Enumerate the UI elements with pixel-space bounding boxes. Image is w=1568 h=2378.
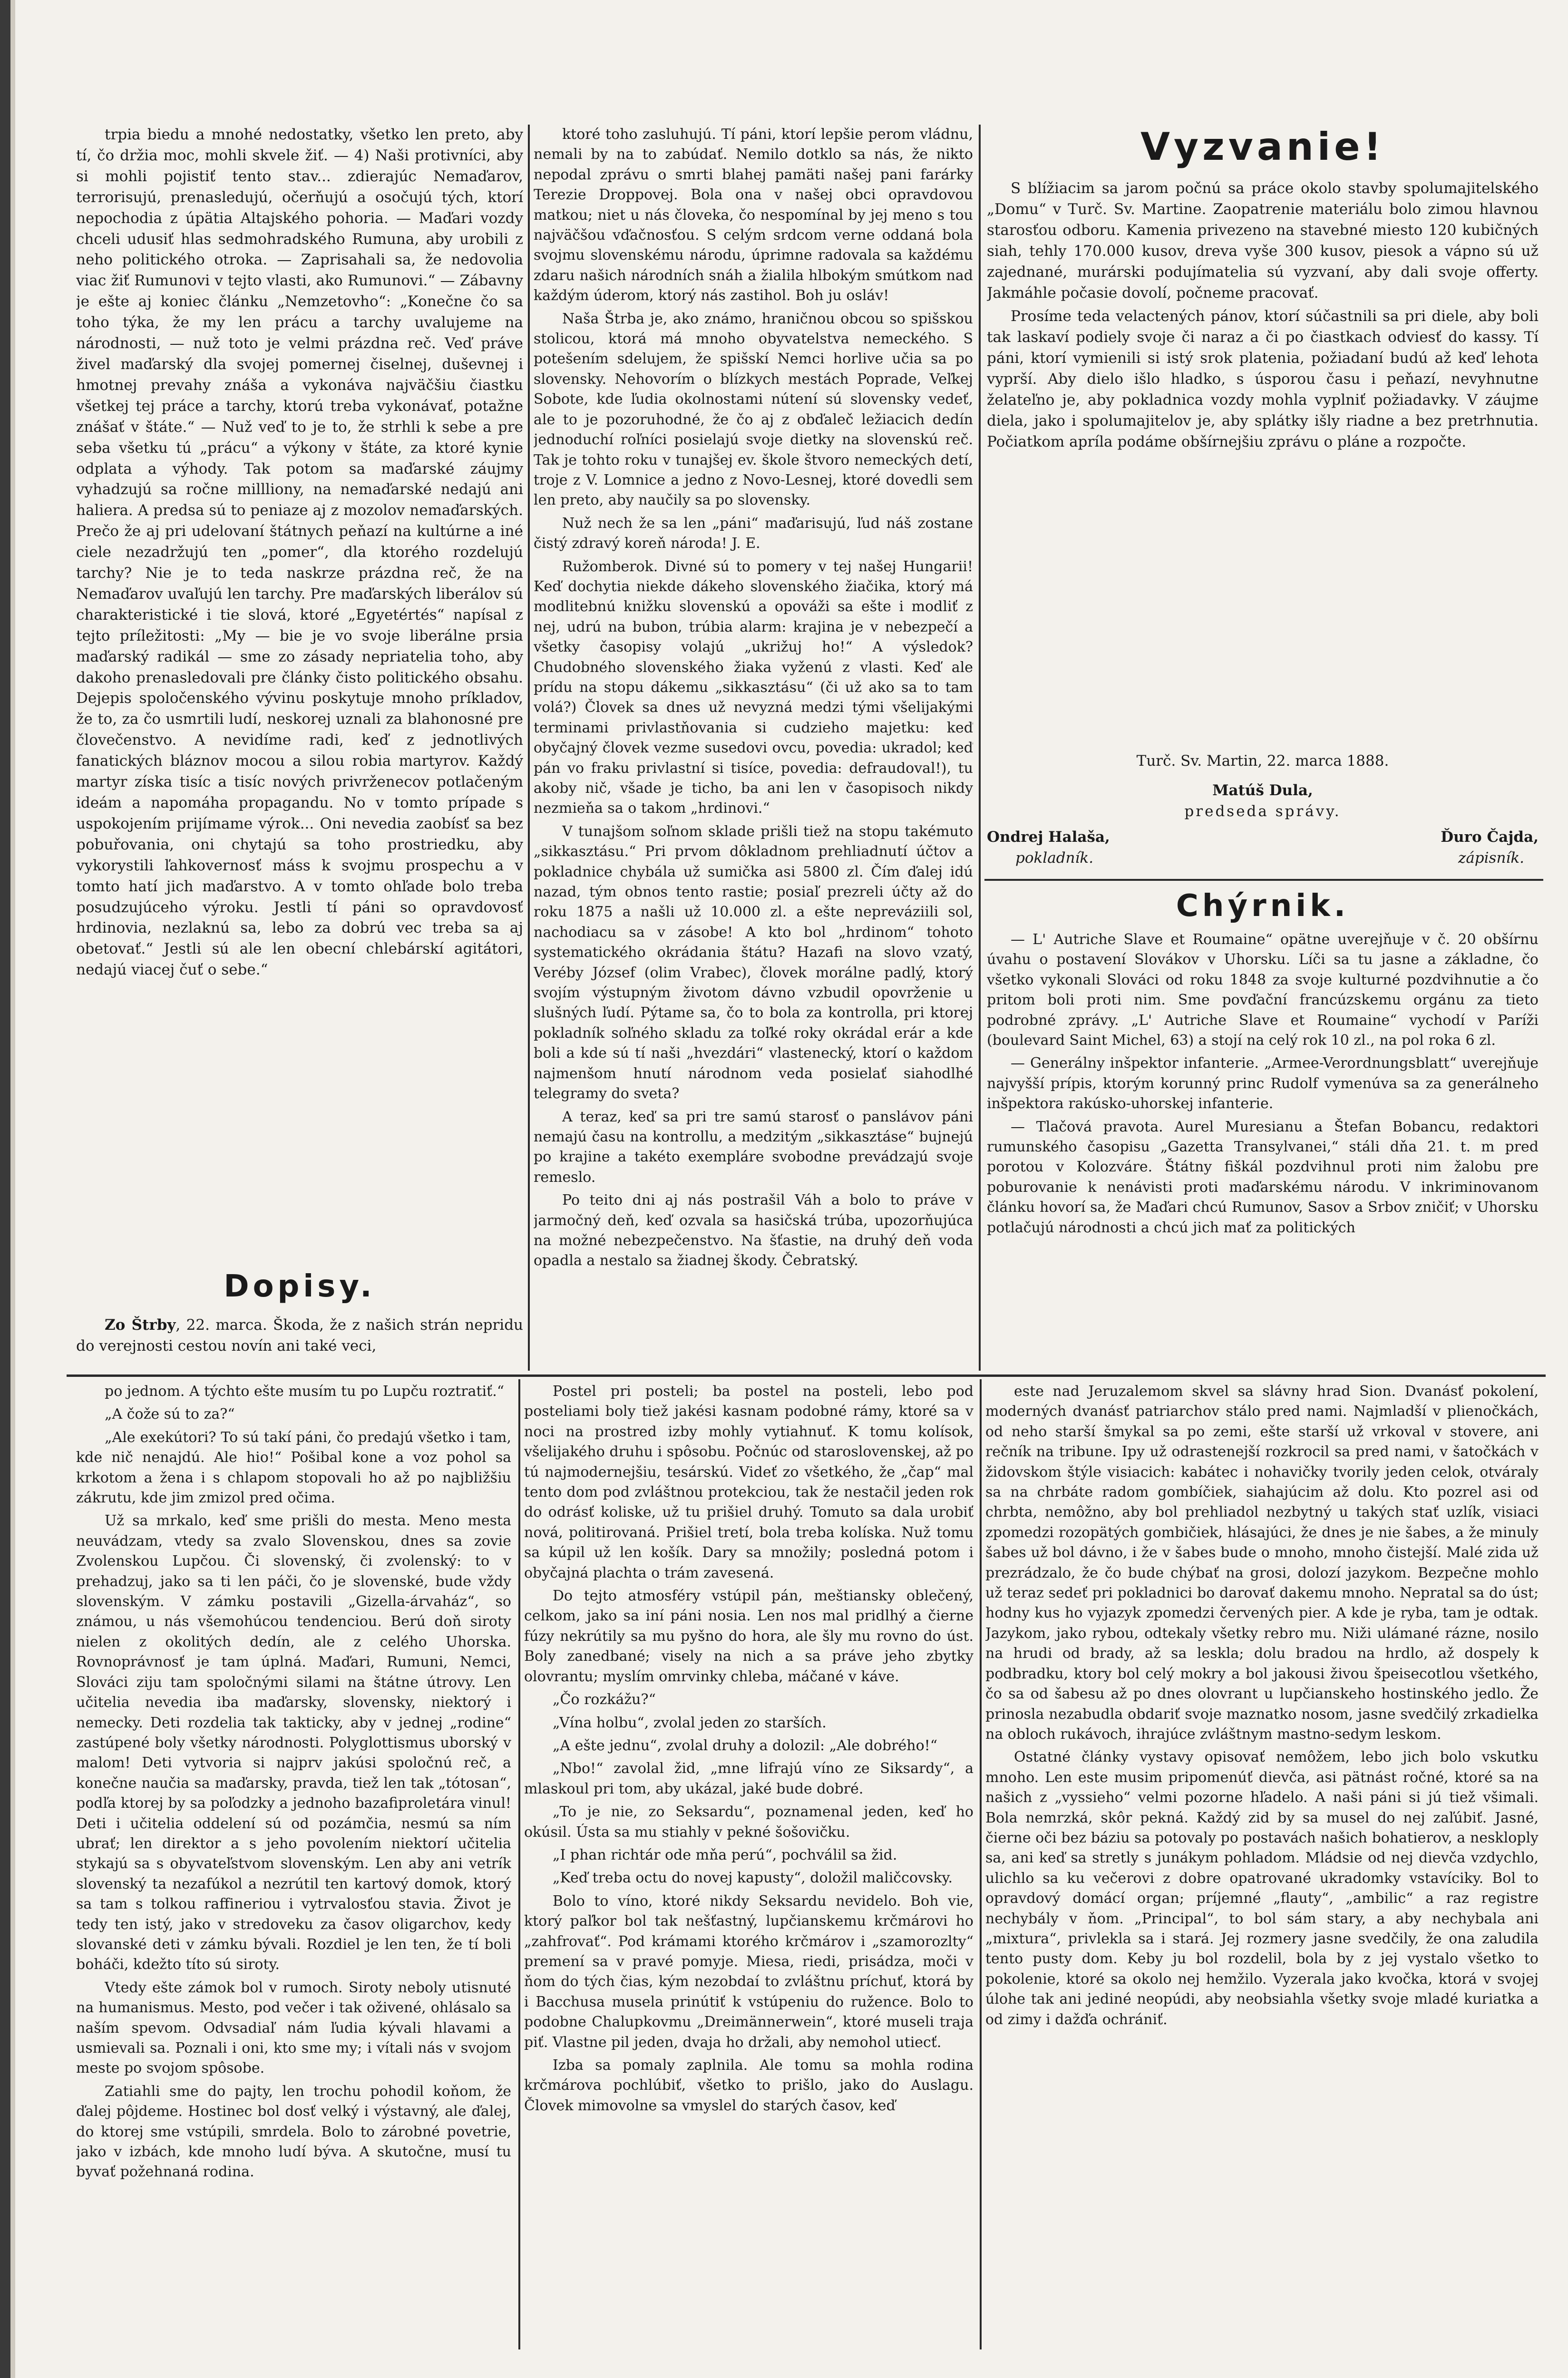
feuilleton-col2-paragraph: „Čo rozkážu?“: [553, 1691, 656, 1708]
col2-top-paragraph: ktoré toho zasluhujú. Tí páni, ktorí lepšie perom vládnu, nemali by na to zabúdať. Nemilo dotklo sa nás, že nikto nepodal zprávu o smrti blahej pamäti našej pani farárky Terezie Droppovej. Bola ona v našej obci opravdovou matkou; niet u nás človeka, čo nespomínal by jej meno s tou najväčšou vďačnosťou. S celým srdcom verne oddaná bola svojmu slovenskému národu, úprimne radovala sa každému zdaru našich národních snáh a žialila hlbokým smútkom nad každým úderom, ktorý nás zastihol. Boh ju osláv!: [534, 126, 973, 304]
feuilleton-col1-paragraph: Už sa mrkalo, keď sme prišli do mesta. Meno mesta neuvádzam, vtedy sa zvalo Slovenskou, dnes sa zovie Zvolenskou Lupčou. Či slovenský, či zvolenský: to v prehadzuj, jako sa ti len páči, čo je slovenské, bude vždy slovenským. V zámku postavili „Gizella-árvaház“, so známou, u nás všemohúcou tendenciou. Berú doň siroty nielen z okolitých dedín, ale z celého Uhorska. Rovnoprávnosť je tam úplná. Maďari, Rumuni, Nemci, Slováci ziju tam spoločnými silami na štátne útrovy. Len učitelia nevedia iba maďarsky, slovensky, niektorý i nemecky. Deti rozdelia tak takticky, aby v jednej „rodine“ zastúpené boly všetky národnosti. Polyglottismus uborský v malom! Deti vytvoria si najprv jakúsi spoločnú reč, a konečne naučia sa maďarsky, pravda, tiež len tak „tótosan“, podľa ktorej by sa poľodzky a jednoho bazafiproletára vinul! Deti i učitelia oddelení sú od pozámčia, nesmú sa ním ubrať; len direktor a s jeho povolením niektorí učitelia stykajú sa s obyvateľstvom slovenským. Len aby ani vetrík slovenský ta nezafúkol a nezrútil ten kartový domok, ktorý sa tam s tolkou raffineriou i vytrvalosťou stavia. Život je tedy ten istý, jako v stredoveku za časov oligarchov, kedy slovanské deti v zámku bývali. Rozdiel je len ten, že tí boli boháči, kdežto títo sú siroty.: [76, 1512, 511, 1973]
vyzvanie-body: [987, 178, 1539, 747]
feuilleton-col2-paragraph: „A ešte jednu“, zvolal druhy a dolozil: „Ale dobrého!“: [553, 1737, 938, 1754]
column-rule-4: [980, 1379, 982, 2349]
dopisy-lead: Zo Štrby, 22. marca. Škoda, že z našich strán nepridu do verejnosti cestou novín ani také veci,: [76, 1316, 523, 1355]
secretary-name: Ďuro Čajda,: [1441, 828, 1539, 846]
secretary-role: zápisník.: [1458, 849, 1524, 867]
feuilleton-column-3: [985, 1382, 1539, 2349]
feuilleton-col2-paragraph: Izba sa pomaly zaplnila. Ale tomu sa mohla rodina krčmárova pochlúbiť, všetko to prišlo, jako do Auslagu. Človek mimovolne sa vmyslel do starých časov, keď: [524, 2057, 974, 2114]
feuilleton-col2-paragraph: Do tejto atmosféry vstúpil pán, meštiansky oblečený, celkom, jako sa iní páni nosia. Len nos mal pridlhý a čierne fúzy nekrútily sa mu pyšno do hora, ale šly mu rovno do úst. Boly zanedbané; visely na nich a sa práve jeho zbytky olovrantu; myslím omrvinky chleba, máčané v káve.: [524, 1588, 974, 1685]
treasurer-name: Ondrej Halaša,: [987, 828, 1110, 846]
dopisy-lead-place: Zo Štrby: [105, 1316, 176, 1334]
feuilleton-col1-paragraph: „A čože sú to za?“: [105, 1406, 235, 1423]
feuilleton-col2-paragraph: Bolo to víno, ktoré nikdy Seksardu nevidelo. Boh vie, ktorý paľkor bol tak nešťastný, lupčianskemu krčmárovi ho „zahfrovať“. Pod krámami ktorého krčmárov i „szamorozlty“ premení sa v pravé pomyje. Miesa, riedi, prisádza, moči v ňom do tých čias, kým nezobdaí to zvláštnu príchuť, ktorá by i Bacchusa musela prinútiť k vstúpeniu do ružence. Bolo to podobne Chalupkovmu „Dreimännerwein“, ktoré museli traja piť. Vlastne pil jeden, dvaja ho držali, aby nemohol utiecť.: [524, 1892, 974, 2051]
col2-top-paragraph: Naša Štrba je, ako známo, hraničnou obcou so spišskou stolicou, ktorá má mnoho obyvatelstva nemeckého. S potešením sdelujem, že spišskí Nemci horlive učia sa po slovensky. Nehovorím o blízkych mestách Poprade, Veľkej Sobote, kde ľudia okolnostami nútení sú slovensky vedeť, ale to je pozoruhodné, že čo aj z obďaleč ležiacich dedín jednoduchí roľníci posielajú svoje dietky na slovenskú reč. Tak je tohto roku v tunajšej ev. škole štvoro nemeckých detí, troje z V. Lomnice a jedno z Novo-Lesnej, ktoré dovedli sem len preto, aby naučily sa po slovensky.: [534, 310, 973, 509]
feuilleton-col2-paragraph: „Vína holbu“, zvolal jeden zo starších.: [553, 1714, 827, 1731]
chyrnik-rule: [984, 879, 1543, 881]
treasurer-role: pokladník.: [1015, 849, 1094, 867]
col1-top-paragraph: trpia biedu a mnohé nedostatky, všetko len preto, aby tí, čo držia moc, mohli skvele žiť. — 4) Naši protivníci, aby si mohli pojistiť tento stav... zdierajúc Nemaďarov, terrorisujú, prenasledujú, očerňujú a osočujú tých, ktorí nepochodia z úpätia Altajského pohoria. — Maďari vozdy chceli udusiť hlas sedmohradského Rumuna, aby urobili z neho politického otroka. — Zaprisahali sa, že nedovolia viac žiť Rumunovi v tejto vlasti, ako Rumunovi.“ — Zábavny je ešte aj koniec článku „Nemzetovho“: „Konečne čo sa toho týka, že my len prácu a tarchy uvalujeme na národnosti, — nuž toto je velmi prázdna reč. Veď práve živel maďarský dla svojej pomernej čiselnej, duševnej i hmotnej prevahy znáša a vykonáva najväčšiu čiastku všetkej tej práce a tarchy, ktorú treba vykonávať, potažne znášať v štáte.“ — Nuž veď to je to, že strhli k sebe a pre seba všetku tú „prácu“ a výkony v štáte, za ktoré kynie odplata a výhody. Tak potom sa maďarské záujmy vyhadzujú sa ročne millliony, na nemaďarské nedajú ani haliera. A predsa sú to peniaze aj z mozolov nemaďarských. Prečo že aj pri udelovaní štátnych peňazí na kultúrne a iné ciele nezadržujú ten „pomer“, dla ktorého rozdelujú tarchy? Nie je to teda naskrze prázdna reč, že na Nemaďarov uvaľujú len tarchy. Pre maďarských liberálov sú charakteristické i tie slová, ktoré „Egyetértés“ napísal z tejto príležitosti: „My — bie je vo svoje liberálne prsia maďarský radikál — sme zo zásady nepriatelia toho, aby dakoho prenasledovali pre články čisto politického obsahu. Dejepis spoločenského vývinu poskytuje mnoho príkladov, že to, za čo usmrtili ludí, neskorej uznali za blahonosné pre človečenstvo. A nevidíme radi, keď z jednotlivých fanatických bláznov mocou a silou robia martyrov. Každý martyr získa tisíc a tisíc nových privrženecov potlačeným ideám a napomáha propagandu. No v tomto prípade s uspokojením prijímame výrok... Oni nevedia zaobísť sa bez pobuřovania, oni chytajú sa toho prostriedku, aby vykorystili ľahkovernosť máss k svojmu prospechu a v tomto hatí jich maďarstvo. A v tomto ohľade bolo treba posudzujúceho výroku. Jestli tí páni so opravdovosť hrdinovia, nezlaknú sa, lebo za dobrú vec treba sa aj obetovať.“ Jestli sú ale len obecní chlebárskí agitátori, nedajú viacej čuť o sebe.“: [76, 126, 523, 979]
chyrnik-paragraph: — L' Autriche Slave et Roumaine“ opätne uverejňuje v č. 20 obšírnu úvahu o postavení Slovákov v Uhorsku. Líči sa tu jasne a základne, čo všetko vykonali Slováci od roku 1848 za svoje kulturné pozdvihnutie a čo pritom boli proti nim. Sme povďační francúzskemu orgánu za tieto podrobné zprávy. „L' Autriche Slave et Roumaine“ vychodí v Paríži (boulevard Saint Michel, 63) a stojí na celý rok 10 zl., na pol roka 6 zl.: [987, 931, 1539, 1049]
feuilleton-col2-paragraph: „To je nie, zo Seksardu“, poznamenal jeden, keď ho okúsil. Ústa sa mu stiahly v pekné šošovičku.: [524, 1803, 974, 1841]
feuilleton-col1-paragraph: po jednom. A týchto ešte musím tu po Lupču roztratiť.“: [105, 1383, 505, 1400]
column-rule-2: [979, 125, 981, 1371]
feuilleton-col2-paragraph: Postel pri posteli; ba postel na posteli, lebo pod posteliami boly tiež jakési kasnam podobné rámy, ktoré sa v noci na prostred izby mohly vytiahnuť. K tomu kolísok, všelijakého druhu i spôsobu. Počnúc od staroslovenskej, až po tú najmodernejšiu, tesárskú. Videť zo všetkého, že „čap“ mal tento dom pod zvláštnou protekciou, tak že nestačil jeden rok do odrásť koliske, už tu prišiel druhý. Tomuto sa dala urobiť nová, politirovaná. Prišiel tretí, bola treba kolíska. Nuž tomu sa kúpil už len košík. Dary sa množily; posledná potom i obyčajná plachta o trám zavesená.: [524, 1383, 974, 1581]
col2-top-paragraph: Ružomberok. Divné sú to pomery v tej našej Hungarii! Keď dochytia niekde dákeho slovenského žiačika, ktorý má modlitebnú knižku slovenskú a opováži sa ešte i modliť z nej, udrú na bubon, trúbia alarm: krajina je v nebezpečí a všetky časopisy volajú „ukrižuj ho!“ A výsledok? Chudobného slovenského žiaka vyženú z vlasti. Keď ale prídu na stopu dákemu „sikkasztásu“ (či už ako sa to tam volá?) Človek sa dnes už nevyzná medzi tými všelijakými terminami privlastňovania si cudzieho majetku: keď obyčajný človek vezme susedovi ovcu, povedia: ukradol; keď pán vo fraku privlastní si tisíce, povedia: defraudoval!), tu akoby nič, všade je ticho, ba ani len v časopisoch nikdy nezmieňa sa o takom „hrdinovi.“: [534, 558, 973, 817]
vyzvanie-paragraph: S blížiacim sa jarom počnú sa práce okolo stavby spolumajitelského „Domu“ v Turč. Sv. Martine. Zaopatrenie materiálu bolo zimou hlavnou starosťou odboru. Kamenia privezeno na stavebné miesto 120 kubičných siah, tehly 170.000 kusov, dreva vyše 300 kusov, piesok a vápno sú už zajednané, murárski podujímatelia sú vyzvaní, aby dali svoje offerty. Jakmáhle počasie dovolí, počneme pracovať.: [987, 180, 1539, 302]
dopisy-heading: Dopisy.: [224, 1269, 376, 1304]
feuilleton-col1-paragraph: Vtedy ešte zámok bol v rumoch. Siroty neboly utisnuté na humanismus. Mesto, pod večer i tak oživené, ohlásalo sa naším spevom. Odvsadiaľ nám ľudia kývali hlavami a usmievali sa. Poznali i oni, kto sme my; i vítali nás v svojom meste po svojom spôsobe.: [76, 1979, 511, 2077]
col2-top-paragraph: A teraz, keď sa pri tre samú starosť o panslávov páni nemajú času na kontrollu, a medzitým „sikkasztáse“ bujnejú po krajine a takéto exempláre svobodne prevádzajú svoje remeslo.: [534, 1108, 973, 1186]
feuilleton-col1-paragraph: Zatiahli sme do pajty, len trochu pohodil koňom, že ďalej pôjdeme. Hostinec bol dosť velký i výstavný, ale ďalej, do ktorej sme vstúpili, smrdela. Bolo to zárobné povetrie, jako v izbách, kde mnoho ludí býva. A skutočne, musí tu byvať požehnaná rodina.: [76, 2083, 511, 2181]
vyzvanie-date: Turč. Sv. Martin, 22. marca 1888.: [1136, 752, 1389, 770]
chyrnik-body: [987, 930, 1539, 1367]
feuilleton-rule: [67, 1374, 1546, 1377]
chyrnik-heading: Chýrnik.: [1176, 888, 1350, 924]
col2-top-paragraph: V tunajšom soľnom sklade prišli tiež na stopu takémuto „sikkasztásu.“ Pri prvom dôkladnom prehliadnutí účtov a pokladnice chybála už sumička asi 5800 zl. Čím ďalej idú nazad, tým obnos tento rastie; posiaľ prezreli účty až do roku 1875 a našli už 10.000 zl. a ešte nepreváziili sol, nachodiacu sa v zásobe! A kto bol „hrdinom“ tohoto systematického okrádania štátu? Hazafi na slovo vzatý, Veréby József (olim Vrabec), človek morálne padlý, ktorý svojím výstupným životom dávno vzbudil opovrženie u slušných ľudí. Pýtame sa, čo to bola za kontrolla, pri ktorej pokladník soľného skladu za toľké roky okrádal erár a kde boli a kde sú tí naši „hvezdári“ vlastenecký, ktorí o každom najmenšom hnutí národnom veda posielať siahodlhé telegramy do sveta?: [534, 823, 973, 1102]
column-1-upper-article: [76, 125, 523, 1264]
column-2-upper-article: [534, 125, 973, 1367]
chair-name: Matúš Dula,: [1212, 782, 1313, 799]
feuilleton-col2-paragraph: „I phan richtár ode mňa perú“, pochválil sa žid.: [553, 1846, 897, 1863]
chyrnik-paragraph: — Tlačová pravota. Aurel Muresianu a Štefan Bobancu, redaktori rumunského časopisu „Gazetta Transylvanei,“ stáli dňa 21. t. m pred porotou v Kolozváre. Štátny fiškál pozdvihnul proti nim žalobu pre poburovanie k nenávisti proti maďarskému národu. V inkriminovanom článku hovorí sa, že Maďari chcú Rumunov, Sasov a Srbov zničiť; v Uhorsku potlačujú národnosti a chcú jich mať za politických: [987, 1118, 1539, 1236]
dopisy-lead-text: 22. marca. Škoda, že z našich strán nepridu do verejnosti cestou novín ani také veci,: [76, 1316, 523, 1355]
feuilleton-col2-paragraph: „Nbo!“ zavolal žid, „mne lifrajú víno ze Siksardy“, a mlaskoul pri tom, aby ukázal, jaké bude dobré.: [524, 1760, 974, 1797]
feuilleton-column-1: [76, 1382, 511, 2349]
feuilleton-col3-paragraph: Ostatné články vystavy opisovať nemôžem, lebo jich bolo vskutku mnoho. Len este musim pripomenúť dievča, asi pätnást ročné, ktoré sa na našich z „vyssieho“ velmi pozorne hľadelo. A naši páni si jú tiež všimali. Bola nemrzká, skôr pekná. Každý zid by sa musel do nej zaľúbiť. Jasné, čierne oči bez báziu sa potovaly po postavách našich bohatierov, a neskloply sa, ani keď sa stretly s junákym pohladom. Mládsie od nej dievča vzdychlo, ulichlo sa ku večerovi z dobre opatrované ukradomky vstavíciky. Bol to opravdový domácí organ; príjemné „flauty“, „ambilic“ a raz registre nechybály v ňom. „Principal“, to bol sám stary, a aby nechybala ani „mixtura“, privlekla sa i stará. Jej rozmery jasne svedčily, že ona zaludila tento pusty dom. Keby ju bol rozdelil, bola by z jej vystalo všetko to pokolenie, ktoré sa okolo nej hemžilo. Vyzerala jako kvočka, ktorá v svojej úlohe tak ani jediné neopúdi, aby neobsiahla všetky svoje mladé kuriatka a od zimy i dažďa ochrániť.: [985, 1749, 1539, 2028]
chair-role: predseda správy.: [1184, 803, 1341, 820]
column-rule-3: [518, 1379, 520, 2349]
scan-edge: [0, 0, 10, 2378]
feuilleton-col3-paragraph: este nad Jeruzalemom skvel sa slávny hrad Sion. Dvanásť pokolení, moderných dvanásť patriarchov stálo pred nami. Najmladší v plienočkách, od neho starší šmykal sa po zemi, ešte starší už vrkoval v stovere, ani rečník na tribune. Ipy už odrastenejší rozkrocil sa pred nami, v šatočkách v židovskom štýle visiacich: kabátec i nohavičky tvorily jeden celok, otváraly sa na chrbáte radom gombíčiek, siahajúcim až dolu. Kto pozrel asi od chrbta, nemôžno, aby bol prehliadol nezbytný u takých stať uzlík, visiaci zpomedzi rozopätých gombičiek, hlásajúci, že dnes je nie šabes, a že minuly šabes už bol dávno, i že v šabes bude o mnoho, mnoho čistejší. Malé zida už prezrádzalo, že čo bude chýbať na grosi, dolozí jazykom. Bezpečne mohlo už teraz sedeť pri pokladnici bo darovať dakemu mnoho. Nepratal sa do úst; hodny kus ho vyjazyk zpomedzi červených pier. A kde je ryba, tam je odtak. Jazykom, jako rybou, odtekaly všetky rebro mu. Niži ulámané rázne, nosilo na hrudi od brady, až sa leskla; dolu bradou na hrdlo, až dospely k podbradku, ktory bol celý mokry a bol jakousi živou špeisecotlou všetkého, čo sa od šabesu až po dnes olovrant u lupčianskeho hostinského jedlo. Že prinosla nezabudla obdariť svoje maznatko nosom, jasne svedčilý zrkadielka na obloch rukávoch, ihrajúce zvláštnym mastno-sedym leskom.: [985, 1383, 1539, 1743]
feuilleton-col2-paragraph: „Keď treba octu do novej kapusty“, doložil maličcovsky.: [553, 1870, 953, 1887]
vyzvanie-heading: Vyzvanie!: [1140, 125, 1385, 169]
column-rule-1: [528, 125, 530, 1371]
chyrnik-paragraph: — Generálny inšpektor infanterie. „Armee-Verordnungsblatt“ uverejňuje najvyšší prípis, ktorým korunný princ Rudolf vymenúva sa za generálneho inšpektora rakúsko-uhorskej infanterie.: [987, 1055, 1539, 1112]
col2-top-paragraph: Po teito dni aj nás postrašil Váh a bolo to práve v jarmočný deň, keď ozvala sa hasičská trúba, upozorňujúca na možné nebezpečenstvo. Na šťastie, na druhý deň voda opadla a nestalo sa žiadnej škody. Čebratský.: [534, 1192, 973, 1269]
feuilleton-col1-paragraph: „Ale exekútori? To sú takí páni, čo predajú všetko i tam, kde nič nenajdú. Ale hio!“ Pošibal kone a voz pohol sa krkotom a žena i s chlapom stopovali ho až po najbližšiu zákrutu, kde jim zmizol pred očima.: [76, 1429, 511, 1507]
vyzvanie-paragraph: Prosíme teda velactených pánov, ktorí súčastnili sa pri diele, aby boli tak laskaví podiely svoje či naraz a či po čiastkach odviesť do kassy. Tí páni, ktorí vymienili si istý srok platenia, požiadaní budú až keď lehota vyprší. Aby dielo išlo hladko, s úsporou času i peňazí, nevyhnutne želateľno je, aby pokladnica vozdy mohla vyplniť požiadavky. V záujme diela, jako i spolumajitelov je, aby splátky išly riadne a bez pretrhnutia. Počiatkom apríla podáme obšírnejšiu zprávu o pláne a rozpočte.: [987, 308, 1539, 450]
vyzvanie-signatures: [987, 750, 1539, 869]
scan-edge-margin: [10, 0, 15, 2378]
col2-top-paragraph: Nuž nech že sa len „páni“ maďarisujú, ľud náš zostane čistý zdravý koreň národa! J. E.: [534, 515, 973, 552]
feuilleton-column-2: [524, 1382, 974, 2349]
